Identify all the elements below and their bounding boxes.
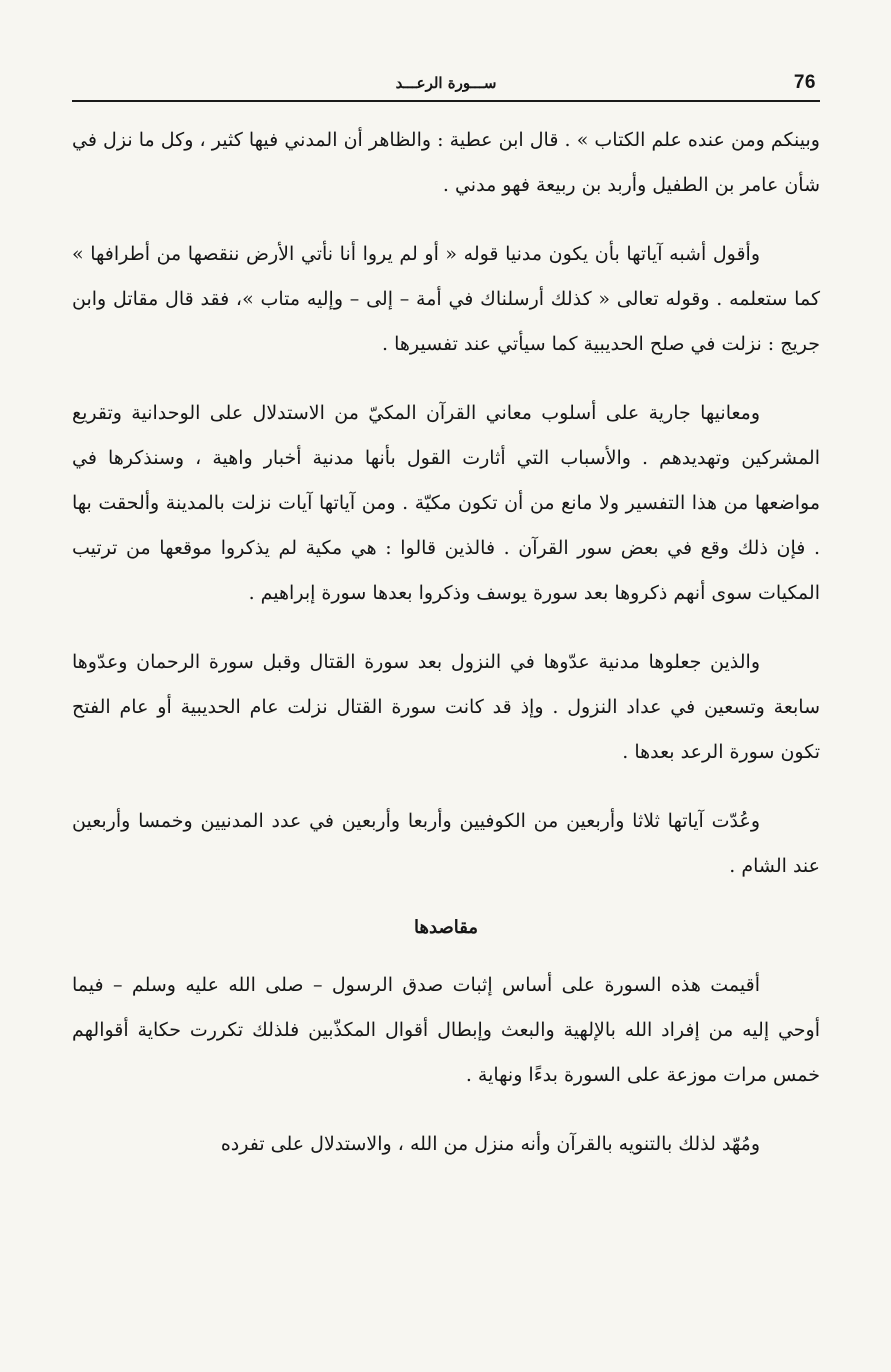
running-header (72, 68, 820, 98)
paragraph: ومعانيها جارية على أسلوب معاني القرآن المكيّ من الاستدلال على الوحدانية وتقريع المشركين وتهديدهم . والأسباب التي أثارت القول بأنها مدنية أخبار واهية ، وسنذكرها في مواضعها من هذا التفسير ولا مانع من أن تكون مكيّة . ومن آياتها آيات نزلت بالمدينة وألحقت بها . فإن ذلك وقع في بعض سور القرآن . فالذين قالوا : هي مكية لم يذكروا موقعها من ترتيب المكيات سوى أنهم ذكروها بعد سورة يوسف وذكروا بعدها سورة إبراهيم . (72, 402, 820, 604)
paragraph-continuation: وبينكم ومن عنده علم الكتاب » . قال ابن عطية : والظاهر أن المدني فيها كثير ، وكل ما نزل في شأن عامر بن الطفيل وأربد بن ربيعة فهو مدني . (72, 129, 820, 196)
page-number: 76 (793, 72, 816, 93)
header-rule (72, 100, 820, 102)
body-text (72, 118, 820, 1191)
paragraph: ومُهّد لذلك بالتنويه بالقرآن وأنه منزل من الله ، والاستدلال على تفرده (220, 1133, 760, 1155)
section-heading: مقاصدها (414, 917, 478, 938)
running-title: ســـورة الرعـــد (395, 74, 497, 92)
paragraph: وأقول أشبه آياتها بأن يكون مدنيا قوله « أو لم يروا أنا نأتي الأرض ننقصها من أطرافها » كما ستعلمه . وقوله تعالى « كذلك أرسلناك في أمة – إلى – وإليه متاب »، فقد قال مقاتل وابن جريج : نزلت في صلح الحديبية كما سيأتي عند تفسيرها . (72, 243, 820, 355)
paragraph: وعُدّت آياتها ثلاثا وأربعين من الكوفيين وأربعا وأربعين في عدد المدنيين وخمسا وأربعين عند الشام . (72, 810, 820, 877)
paragraph: أقيمت هذه السورة على أساس إثبات صدق الرسول – صلى الله عليه وسلم – فيما أوحي إليه من إفراد الله بالإلهية والبعث وإبطال أقوال المكذّبين فلذلك تكررت حكاية أقوالهم خمس مرات موزعة على السورة بدءًا ونهاية . (72, 974, 820, 1086)
paragraph: والذين جعلوها مدنية عدّوها في النزول بعد سورة القتال وقبل سورة الرحمان وعدّوها سابعة وتسعين في عداد النزول . وإذ قد كانت سورة القتال نزلت عام الحديبية أو عام الفتح تكون سورة الرعد بعدها . (72, 651, 820, 763)
